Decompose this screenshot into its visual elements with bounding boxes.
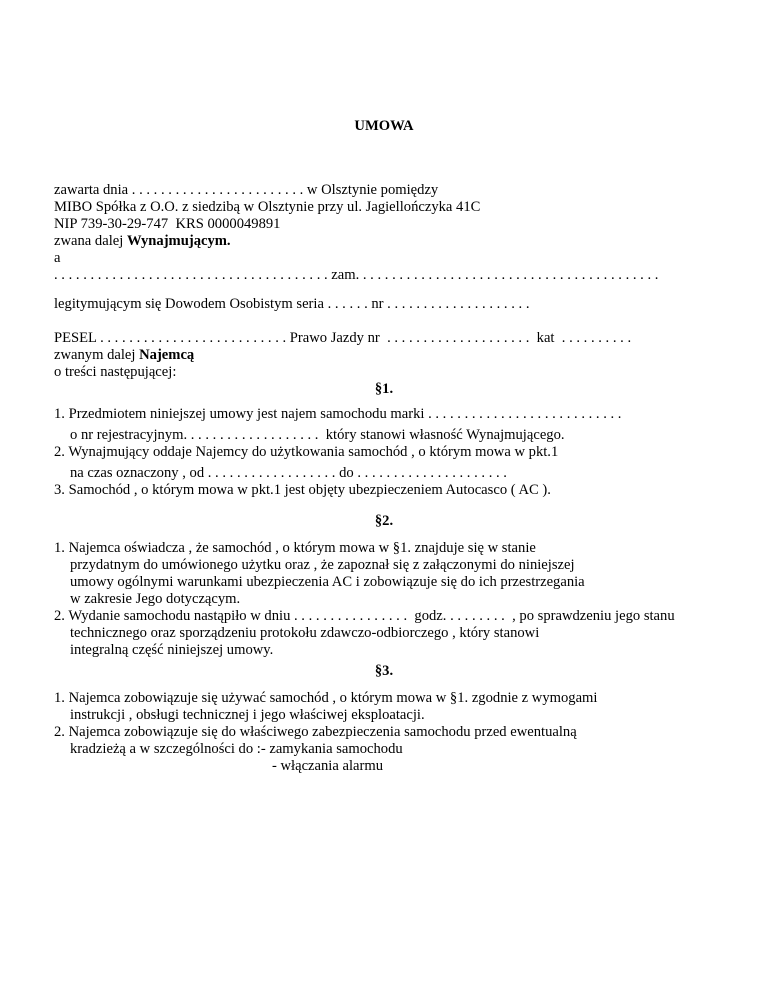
section-3-line: - włączania alarmu xyxy=(272,758,384,774)
section-2-heading: §2. xyxy=(374,513,394,529)
section-3-line: instrukcji , obsługi technicznej i jego właściwej eksploatacji. xyxy=(70,707,425,723)
section-1-line: o nr rejestracyjnym. . . . . . . . . . . . . . . . . . . który stanowi własność Wynajmującego. xyxy=(70,427,565,443)
section-1-line: 2. Wynajmujący oddaje Najemcy do użytkowania samochód , o którym mowa w pkt.1 xyxy=(54,444,559,460)
lessor-term: Wynajmującym. xyxy=(126,233,231,249)
lessee-prefix: zwanym dalej xyxy=(54,347,140,363)
section-2-line: technicznego oraz sporządzeniu protokołu zdawczo-odbiorczego , który stanowi xyxy=(70,625,540,641)
section-1-line: na czas oznaczony , od . . . . . . . . . . . . . . . . . . do . . . . . . . . . . . . . . . . . . . . . xyxy=(70,465,507,481)
contract-date-line: zawarta dnia . . . . . . . . . . . . . . . . . . . . . . . . w Olsztynie pomiędzy xyxy=(54,182,439,198)
content-intro-line: o treści następującej: xyxy=(54,364,177,380)
section-2-line: w zakresie Jego dotyczącym. xyxy=(70,591,241,607)
lessee-address-line: . . . . . . . . . . . . . . . . . . . . . . . . . . . . . . . . . . . . . . zam. . . . . . . . . . . . . . . . . . . . . . . . . . . . . . . . . . . . . . . . . . xyxy=(54,267,659,283)
document-title: UMOWA xyxy=(354,118,414,134)
section-3-line: kradzieżą a w szczególności do :- zamykania samochodu xyxy=(70,741,403,757)
section-3-heading: §3. xyxy=(374,663,394,679)
section-2-line: przydatnym do umówionego użytku oraz , że zapoznał się z załączonymi do niniejszej xyxy=(70,557,575,573)
lessor-prefix: zwana dalej xyxy=(54,233,127,249)
company-line: MIBO Spółka z O.O. z siedzibą w Olsztynie przy ul. Jagiellończyka 41C xyxy=(54,199,481,215)
section-3-line: 1. Najemca zobowiązuje się używać samochód , o którym mowa w §1. zgodnie z wymogami xyxy=(54,690,598,706)
lessee-term: Najemcą xyxy=(139,347,195,363)
section-2-line: integralną część niniejszej umowy. xyxy=(70,642,274,658)
section-1-heading: §1. xyxy=(374,381,394,397)
section-1-line: 3. Samochód , o którym mowa w pkt.1 jest objęty ubezpieczeniem Autocasco ( AC ). xyxy=(54,482,551,498)
nip-krs-line: NIP 739-30-29-747 KRS 0000049891 xyxy=(54,216,281,232)
section-1-line: 1. Przedmiotem niniejszej umowy jest najem samochodu marki . . . . . . . . . . . . . . . . . . . . . . . . . . . xyxy=(54,406,622,422)
lessor-designation-line xyxy=(54,233,231,250)
conjunction-line: a xyxy=(54,250,61,266)
section-2-line: umowy ogólnymi warunkami ubezpieczenia AC i zobowiązuje się do ich przestrzegania xyxy=(70,574,585,590)
section-3-line: 2. Najemca zobowiązuje się do właściwego zabezpieczenia samochodu przed ewentualną xyxy=(54,724,577,740)
pesel-license-line: PESEL . . . . . . . . . . . . . . . . . . . . . . . . . . Prawo Jazdy nr . . . . . . . . . . . . . . . . . . . . kat . . . . . . . . . . xyxy=(54,330,632,346)
section-2-line: 2. Wydanie samochodu nastąpiło w dniu . . . . . . . . . . . . . . . . godz. . . . . . . . . , po sprawdzeniu jego stanu xyxy=(54,608,675,624)
id-card-line: legitymującym się Dowodem Osobistym seria . . . . . . nr . . . . . . . . . . . . . . . . . . . . xyxy=(54,296,530,312)
lessee-designation-line xyxy=(54,347,194,364)
section-2-line: 1. Najemca oświadcza , że samochód , o którym mowa w §1. znajduje się w stanie xyxy=(54,540,536,556)
